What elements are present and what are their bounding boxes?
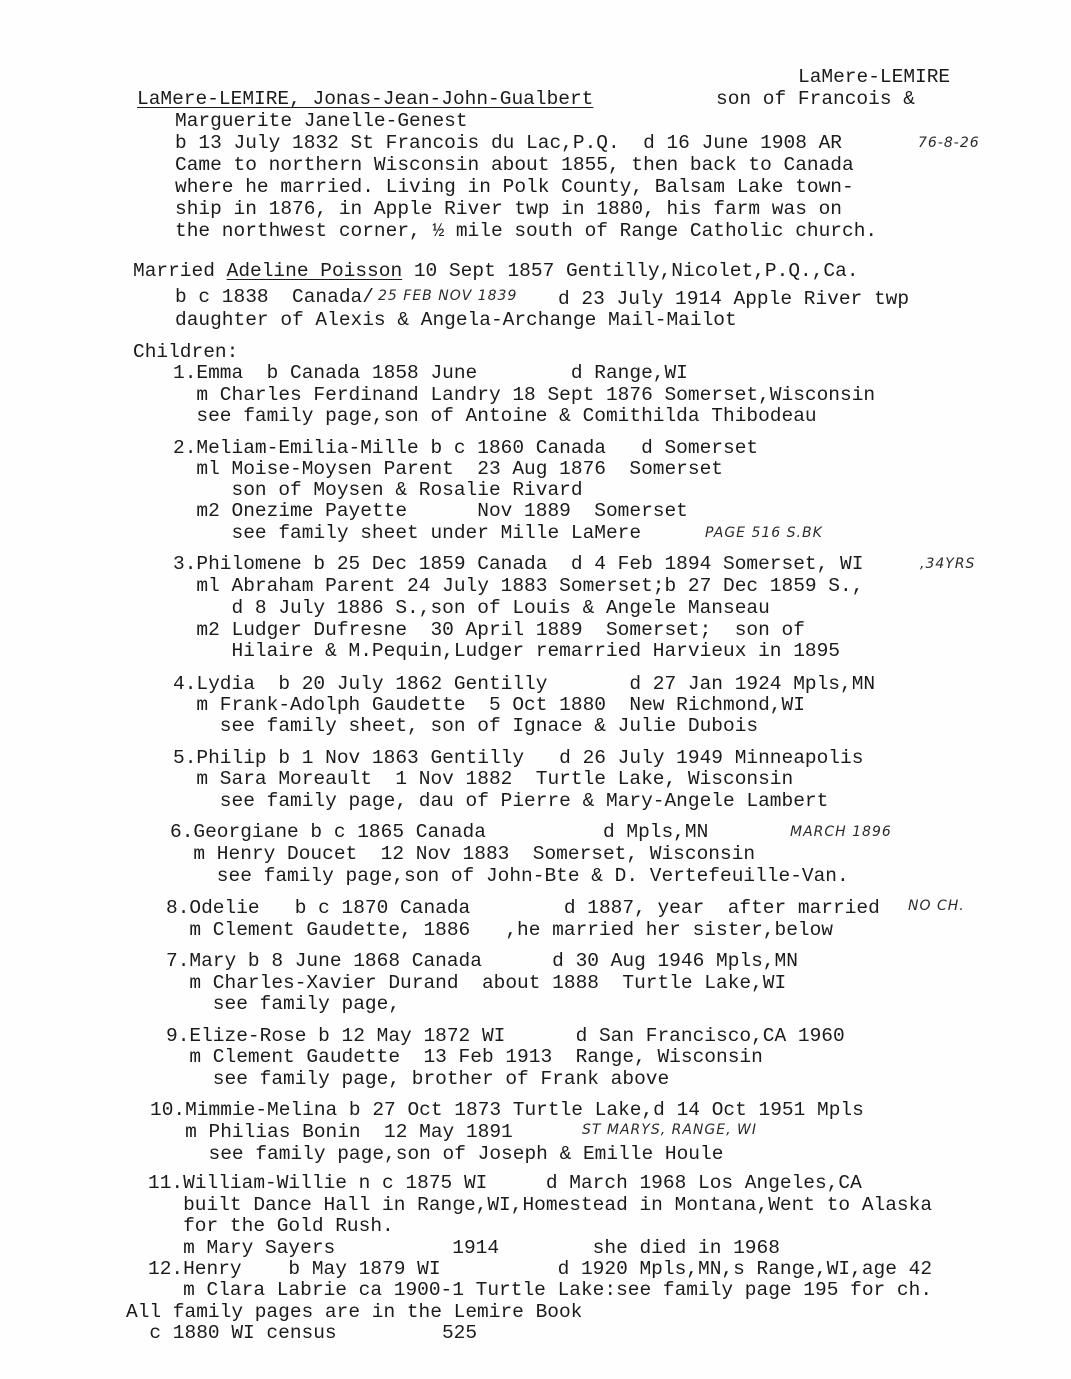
- marriage-line: [133, 260, 859, 282]
- child-line: 7.Mary b 8 June 1868 Canada d 30 Aug 1946 Mpls,MN: [166, 950, 798, 972]
- child-line: d 8 July 1886 S.,son of Louis & Angele Manseau: [173, 597, 770, 619]
- child-line: m Clement Gaudette 13 Feb 1913 Range, Wisconsin: [166, 1046, 763, 1068]
- children-heading: Children:: [133, 341, 239, 363]
- handwritten-note: 76-8-26: [918, 135, 980, 151]
- spouse-death: d 23 July 1914 Apple River twp: [558, 288, 910, 310]
- child-line: Hilaire & M.Pequin,Ludger remarried Harvieux in 1895: [173, 640, 841, 662]
- child-line: 5.Philip b 1 Nov 1863 Gentilly d 26 July 1949 Minneapolis: [173, 747, 864, 769]
- child-line: 10.Mimmie-Melina b 27 Oct 1873 Turtle Lake,d 14 Oct 1951 Mpls: [150, 1099, 864, 1121]
- marriage-prefix: Married: [133, 260, 227, 282]
- handwritten-note: NO CH.: [908, 898, 965, 914]
- handwritten-note: MARCH 1896: [790, 824, 892, 840]
- intro-line: Marguerite Janelle-Genest: [175, 110, 468, 132]
- child-line: 4.Lydia b 20 July 1862 Gentilly d 27 Jan 1924 Mpls,MN: [173, 673, 876, 695]
- child-line: built Dance Hall in Range,WI,Homestead in Montana,Went to Alaska: [148, 1194, 933, 1216]
- subject-parents: son of Francois &: [716, 88, 915, 110]
- intro-line: ship in 1876, in Apple River twp in 1880, his farm was on: [175, 198, 843, 220]
- child-line: m2 Onezime Payette Nov 1889 Somerset: [173, 500, 688, 522]
- child-line: ml Abraham Parent 24 July 1883 Somerset;b 27 Dec 1859 S.,: [173, 575, 864, 597]
- child-line: son of Moysen & Rosalie Rivard: [173, 479, 583, 501]
- child-line: 2.Meliam-Emilia-Mille b c 1860 Canada d Somerset: [173, 437, 759, 459]
- child-line: m Clara Labrie ca 1900-1 Turtle Lake:see family page 195 for ch.: [148, 1279, 933, 1301]
- child-line: see family page, dau of Pierre & Mary-Angele Lambert: [173, 790, 829, 812]
- child-line: see family page,son of John-Bte & D. Vertefeuille-Van.: [170, 865, 849, 887]
- child-line: for the Gold Rush.: [148, 1215, 394, 1237]
- intro-line: b 13 July 1832 St Francois du Lac,P.Q. d 16 June 1908 AR: [175, 132, 843, 154]
- spouse-parents: daughter of Alexis & Angela-Archange Mail-Mailot: [175, 309, 737, 331]
- child-line: m Henry Doucet 12 Nov 1883 Somerset, Wisconsin: [170, 843, 756, 865]
- footer-census: c 1880 WI census 525: [126, 1322, 478, 1344]
- handwritten-note: 25 FEB NOV 1839: [378, 288, 518, 304]
- handwritten-note: PAGE 516 S.BK: [705, 525, 823, 541]
- child-line: see family page,son of Antoine & Comithilda Thibodeau: [173, 405, 817, 427]
- child-line: m Clement Gaudette, 1886 ,he married her sister,below: [166, 919, 834, 941]
- intro-line: Came to northern Wisconsin about 1855, then back to Canada: [175, 154, 854, 176]
- child-line: 3.Philomene b 25 Dec 1859 Canada d 4 Feb 1894 Somerset, WI: [173, 553, 864, 575]
- handwritten-note: ST MARYS, RANGE, WI: [582, 1122, 757, 1138]
- handwritten-note: ,34YRS: [920, 556, 976, 572]
- child-line: m Philias Bonin 12 May 1891: [150, 1121, 513, 1143]
- child-line: 11.William-Willie n c 1875 WI d March 1968 Los Angeles,CA: [148, 1172, 862, 1194]
- intro-line: the northwest corner, ½ mile south of Range Catholic church.: [175, 220, 878, 242]
- child-line: see family page,son of Joseph & Emille Houle: [150, 1143, 724, 1165]
- footer-note: All family pages are in the Lemire Book: [126, 1301, 583, 1323]
- child-line: m Charles-Xavier Durand about 1888 Turtle Lake,WI: [166, 972, 787, 994]
- spouse-name: Adeline Poisson: [226, 260, 403, 282]
- child-line: 9.Elize-Rose b 12 May 1872 WI d San Francisco,CA 1960: [166, 1025, 845, 1047]
- child-line: see family sheet, son of Ignace & Julie Dubois: [173, 715, 759, 737]
- child-line: see family sheet under Mille LaMere: [173, 522, 642, 544]
- child-line: 12.Henry b May 1879 WI d 1920 Mpls,MN,s Range,WI,age 42: [148, 1258, 933, 1280]
- child-line: m Charles Ferdinand Landry 18 Sept 1876 Somerset,Wisconsin: [173, 384, 876, 406]
- header-family-name: LaMere-LEMIRE: [798, 66, 951, 88]
- child-line: 1.Emma b Canada 1858 June d Range,WI: [173, 362, 688, 384]
- child-line: m Sara Moreault 1 Nov 1882 Turtle Lake, Wisconsin: [173, 768, 794, 790]
- marriage-details: 10 Sept 1857 Gentilly,Nicolet,P.Q.,Ca.: [402, 260, 859, 282]
- child-line: see family page, brother of Frank above: [166, 1068, 670, 1090]
- child-line: 8.Odelie b c 1870 Canada d 1887, year after married: [166, 897, 880, 919]
- child-line: m2 Ludger Dufresne 30 April 1889 Somerset; son of: [173, 619, 805, 641]
- child-line: m Mary Sayers 1914 she died in 1968: [148, 1237, 780, 1259]
- child-line: see family page,: [166, 993, 401, 1015]
- intro-line: where he married. Living in Polk County, Balsam Lake town-: [175, 176, 854, 198]
- spouse-birth: b c 1838 Canada/: [175, 286, 374, 308]
- child-line: m Frank-Adolph Gaudette 5 Oct 1880 New Richmond,WI: [173, 694, 805, 716]
- subject-name: LaMere-LEMIRE, Jonas-Jean-John-Gualbert: [137, 88, 594, 110]
- child-line: ml Moise-Moysen Parent 23 Aug 1876 Somerset: [173, 458, 723, 480]
- child-line: 6.Georgiane b c 1865 Canada d Mpls,MN: [170, 821, 709, 843]
